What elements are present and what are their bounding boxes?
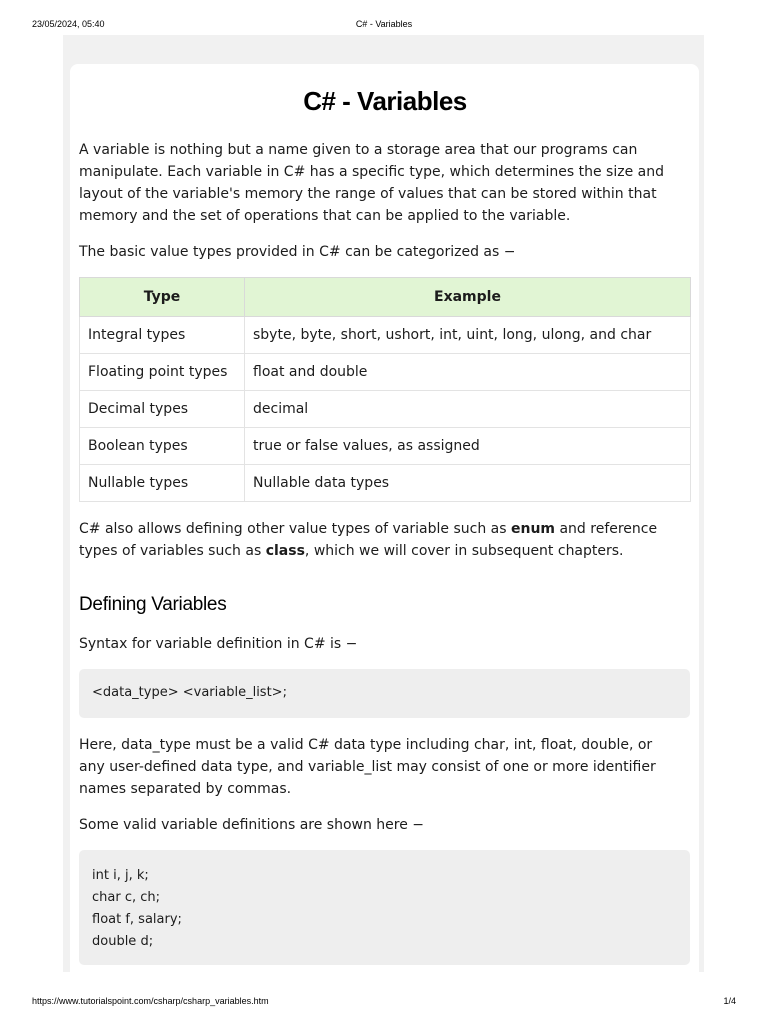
- print-url: https://www.tutorialspoint.com/csharp/csharp_variables.htm: [32, 996, 269, 1006]
- section-title-defining-variables: Defining Variables: [79, 594, 227, 615]
- syntax-code-block: <data_type> <variable_list>;: [79, 669, 690, 718]
- valid-definitions-intro: Some valid variable definitions are shown here −: [79, 817, 425, 833]
- enum-keyword: enum: [510, 521, 556, 537]
- print-date: 23/05/2024, 05:40: [32, 19, 105, 29]
- table-row: [80, 391, 691, 428]
- table-cell-example: float and double: [245, 354, 691, 391]
- table-row: [80, 317, 691, 354]
- table-cell-type: Boolean types: [80, 428, 245, 465]
- also-text-2: and reference types of variables such as: [79, 521, 658, 559]
- example-code-block: [79, 850, 690, 965]
- table-row: [80, 428, 691, 465]
- table-row: [80, 354, 691, 391]
- table-cell-type: Integral types: [80, 317, 245, 354]
- table-cell-example: decimal: [245, 391, 691, 428]
- code-line: double d;: [92, 934, 154, 949]
- table-header-type: Type: [80, 278, 245, 317]
- also-text-3: , which we will cover in subsequent chapters.: [304, 543, 624, 559]
- page-title: C# - Variables: [303, 86, 467, 116]
- class-keyword: class: [265, 543, 305, 559]
- table-header-row: [80, 278, 691, 317]
- table-cell-example: true or false values, as assigned: [245, 428, 691, 465]
- print-page-number: 1/4: [723, 996, 736, 1006]
- syntax-intro: Syntax for variable definition in C# is −: [79, 636, 358, 652]
- table-cell-type: Nullable types: [80, 465, 245, 502]
- code-line: char c, ch;: [92, 890, 161, 905]
- table-cell-example: Nullable data types: [245, 465, 691, 502]
- code-line: float f, salary;: [92, 912, 182, 927]
- table-cell-type: Decimal types: [80, 391, 245, 428]
- value-types-table: [79, 277, 691, 502]
- data-type-explanation: Here, data_type must be a valid C# data type including char, int, float, double, or any user-defined data type, and variable_list may consist of one or more identifier names separated by commas.: [79, 737, 656, 797]
- reference-types-paragraph: [79, 518, 679, 562]
- code-line: int i, j, k;: [92, 868, 149, 883]
- table-cell-type: Floating point types: [80, 354, 245, 391]
- print-doc-title: C# - Variables: [355, 19, 413, 29]
- intro-paragraph: A variable is nothing but a name given to a storage area that our programs can manipulate. Each variable in C# has a specific type, which determines the size and layout of the variable's memory the range of values that can be stored within that memory and the set of operations that can be applied to the variable.: [79, 142, 664, 224]
- basic-types-intro: The basic value types provided in C# can be categorized as −: [79, 244, 516, 260]
- table-row: [80, 465, 691, 502]
- table-header-example: Example: [245, 278, 691, 317]
- table-cell-example: sbyte, byte, short, ushort, int, uint, long, ulong, and char: [245, 317, 691, 354]
- also-text-1: C# also allows defining other value types of variable such as: [79, 521, 511, 537]
